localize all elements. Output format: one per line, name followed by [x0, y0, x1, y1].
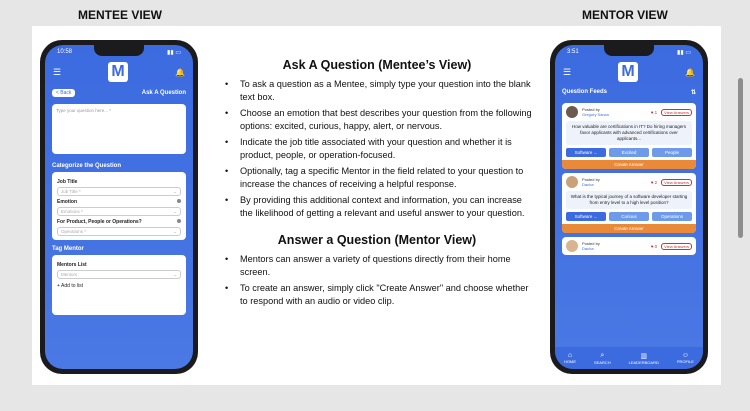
- question-text: What is the typical journey of a software developer starting from entry level to a high level position?: [566, 191, 692, 209]
- home-icon: ⌂: [567, 352, 573, 359]
- mentors-value: Mentors: [61, 272, 78, 277]
- post-header: [562, 237, 696, 255]
- question-post: [562, 173, 696, 233]
- chevron-down-icon: ⌄: [173, 228, 177, 234]
- ask-bullet: • By providing this additional context and information, you can increase the likelihood of getting a relevant and useful answer to your question.: [222, 194, 532, 219]
- tag-row: [562, 209, 696, 224]
- mentee-screen: [45, 45, 193, 369]
- likes-number: 2: [654, 179, 658, 185]
- tab-search-label: SEARCH: [593, 359, 611, 365]
- sub-header: [45, 85, 193, 101]
- tab-profile[interactable]: [677, 352, 694, 364]
- ask-bullets: [222, 78, 532, 219]
- tag-mentor-card: [52, 255, 186, 315]
- question-post: [562, 237, 696, 255]
- question-post: [562, 103, 696, 169]
- mentee-phone: [40, 40, 198, 374]
- avatar: [566, 240, 578, 252]
- poster-name[interactable]: Dacha: [582, 182, 594, 187]
- likes-number: 0: [654, 243, 658, 249]
- mentor-phone: [550, 40, 708, 374]
- likes-count[interactable]: [651, 180, 657, 185]
- tab-home[interactable]: [564, 352, 576, 364]
- view-answers-button[interactable]: View Answers: [661, 109, 692, 116]
- leaderboard-icon: ▥: [640, 352, 648, 360]
- slide-panel: [32, 26, 721, 385]
- answer-bullet: • Mentors can answer a variety of questions directly from their home screen.: [222, 253, 532, 278]
- answer-bullets: [222, 253, 532, 307]
- content-text: [222, 58, 532, 311]
- mentors-select[interactable]: [57, 270, 181, 279]
- tag-emotion: Excited: [609, 148, 649, 157]
- info-icon[interactable]: [177, 219, 181, 223]
- chevron-down-icon: ⌄: [173, 188, 177, 194]
- tag-job: Software ...: [566, 212, 606, 221]
- tag-focus: People: [652, 148, 692, 157]
- posted-by-label: Posted by: [582, 177, 600, 182]
- tab-home-label: HOME: [563, 359, 576, 364]
- post-header: [562, 103, 696, 121]
- ask-bullet: • To ask a question as a Mentee, simply type your question into the blank text box.: [222, 78, 532, 103]
- answer-bullet: • To create an answer, simply click "Create Answer" and choose whether to respond with an audio or video clip.: [222, 282, 532, 307]
- tag-row: [562, 145, 696, 160]
- scrollbar[interactable]: [738, 78, 743, 238]
- profile-icon: ☺: [681, 352, 689, 359]
- mentors-list-label-text: Mentors List: [57, 262, 87, 268]
- tab-search[interactable]: [594, 352, 611, 365]
- avatar: [566, 176, 578, 188]
- avatar: [566, 106, 578, 118]
- posted-by: [582, 241, 647, 251]
- tab-leaderboard[interactable]: [629, 352, 659, 365]
- tag-mentor-label: Tag Mentor: [52, 246, 84, 252]
- job-title-label: [57, 179, 181, 185]
- battery-icon: ▮▮ ▭: [677, 49, 691, 56]
- tag-emotion: Curious: [609, 212, 649, 221]
- menu-icon[interactable]: ☰: [53, 66, 62, 77]
- categorize-card: [52, 172, 186, 240]
- add-to-list-link[interactable]: + Add to list: [57, 283, 83, 289]
- battery-icon: ▮▮ ▭: [167, 49, 181, 56]
- menu-icon[interactable]: ☰: [563, 66, 572, 77]
- job-title-select[interactable]: [57, 187, 181, 196]
- create-answer-button[interactable]: Create Answer: [562, 224, 696, 233]
- job-title-label-text: Job Title: [57, 179, 78, 185]
- tab-profile-label: PROFILE: [676, 359, 694, 364]
- status-time: 3:51: [567, 49, 579, 55]
- poster-name[interactable]: Dacha: [582, 246, 594, 251]
- posted-by: [582, 177, 647, 187]
- mentor-screen: [555, 45, 703, 369]
- feed-header: [555, 85, 703, 99]
- tag-job: Software ...: [566, 148, 606, 157]
- question-input[interactable]: Type your question here... *: [52, 104, 186, 154]
- categorize-label: Categorize the Question: [52, 163, 122, 169]
- ask-bullet: • Indicate the job title associated with your question and whether it is product, people, or operation-focused.: [222, 136, 532, 161]
- phone-notch: [94, 45, 144, 56]
- app-logo: M: [108, 62, 128, 82]
- bell-icon[interactable]: 🔔: [685, 67, 695, 77]
- emotion-label-text: Emotion: [57, 199, 77, 205]
- likes-count[interactable]: [651, 244, 657, 249]
- emotion-value: Emotions *: [61, 209, 83, 214]
- ask-bullet: • Optionally, tag a specific Mentor in the field related to your question to increase the chances of receiving a helpful response.: [222, 165, 532, 190]
- view-answers-button[interactable]: View Answers: [661, 179, 692, 186]
- mentor-view-label: MENTOR VIEW: [582, 8, 668, 22]
- posted-by: [582, 107, 647, 117]
- mentee-view-label: MENTEE VIEW: [78, 8, 163, 22]
- product-label: [57, 219, 181, 225]
- question-text: How valuable are certifications in IT? Do hiring managers favor applicants with advanced certifications over applicants...: [566, 121, 692, 145]
- bottom-tab-bar: [555, 347, 703, 369]
- mentors-list-label: [57, 262, 181, 268]
- heart-icon: ♥: [650, 243, 654, 249]
- emotion-select[interactable]: [57, 207, 181, 216]
- poster-name[interactable]: Gregory Sanon: [582, 112, 610, 117]
- emotion-label: [57, 199, 181, 205]
- heart-icon: ♥: [650, 179, 654, 185]
- view-answers-button[interactable]: View Answers: [661, 243, 692, 250]
- ask-bullet: • Choose an emotion that best describes your question from the following options: excited, curious, happy, alert, or nervous.: [222, 107, 532, 132]
- app-logo: M: [618, 62, 638, 82]
- answer-heading: Answer a Question (Mentor View): [277, 233, 477, 247]
- search-icon: ⌕: [600, 351, 605, 359]
- product-select[interactable]: [57, 227, 181, 236]
- back-button[interactable]: < Back: [52, 89, 75, 97]
- info-icon[interactable]: [177, 199, 181, 203]
- post-header: [562, 173, 696, 191]
- job-title-value: Job Title *: [61, 189, 81, 194]
- product-label-text: For Product, People or Operations?: [57, 219, 142, 225]
- phone-notch: [604, 45, 654, 56]
- tab-leaderboard-label: LEADERBOARD: [628, 359, 659, 365]
- feed-title: Question Feeds: [562, 89, 608, 95]
- chevron-down-icon: ⌄: [173, 208, 177, 214]
- posted-by-label: Posted by: [582, 107, 600, 112]
- ask-heading: Ask A Question (Mentee’s View): [282, 58, 472, 72]
- posted-by-label: Posted by: [582, 241, 600, 246]
- create-answer-button[interactable]: Create Answer: [562, 160, 696, 169]
- chevron-down-icon: ⌄: [173, 271, 177, 277]
- filter-icon[interactable]: ⇅: [690, 89, 696, 96]
- screen-title: Ask A Question: [141, 90, 186, 96]
- bell-icon[interactable]: 🔔: [175, 67, 185, 77]
- likes-count[interactable]: [651, 110, 657, 115]
- tag-focus: Operations: [652, 212, 692, 221]
- app-bar: [555, 59, 703, 85]
- product-value: Operations *: [61, 229, 87, 234]
- heart-icon: ♥: [650, 109, 654, 115]
- app-bar: [45, 59, 193, 85]
- likes-number: 1: [654, 109, 658, 115]
- status-time: 10:58: [57, 49, 73, 55]
